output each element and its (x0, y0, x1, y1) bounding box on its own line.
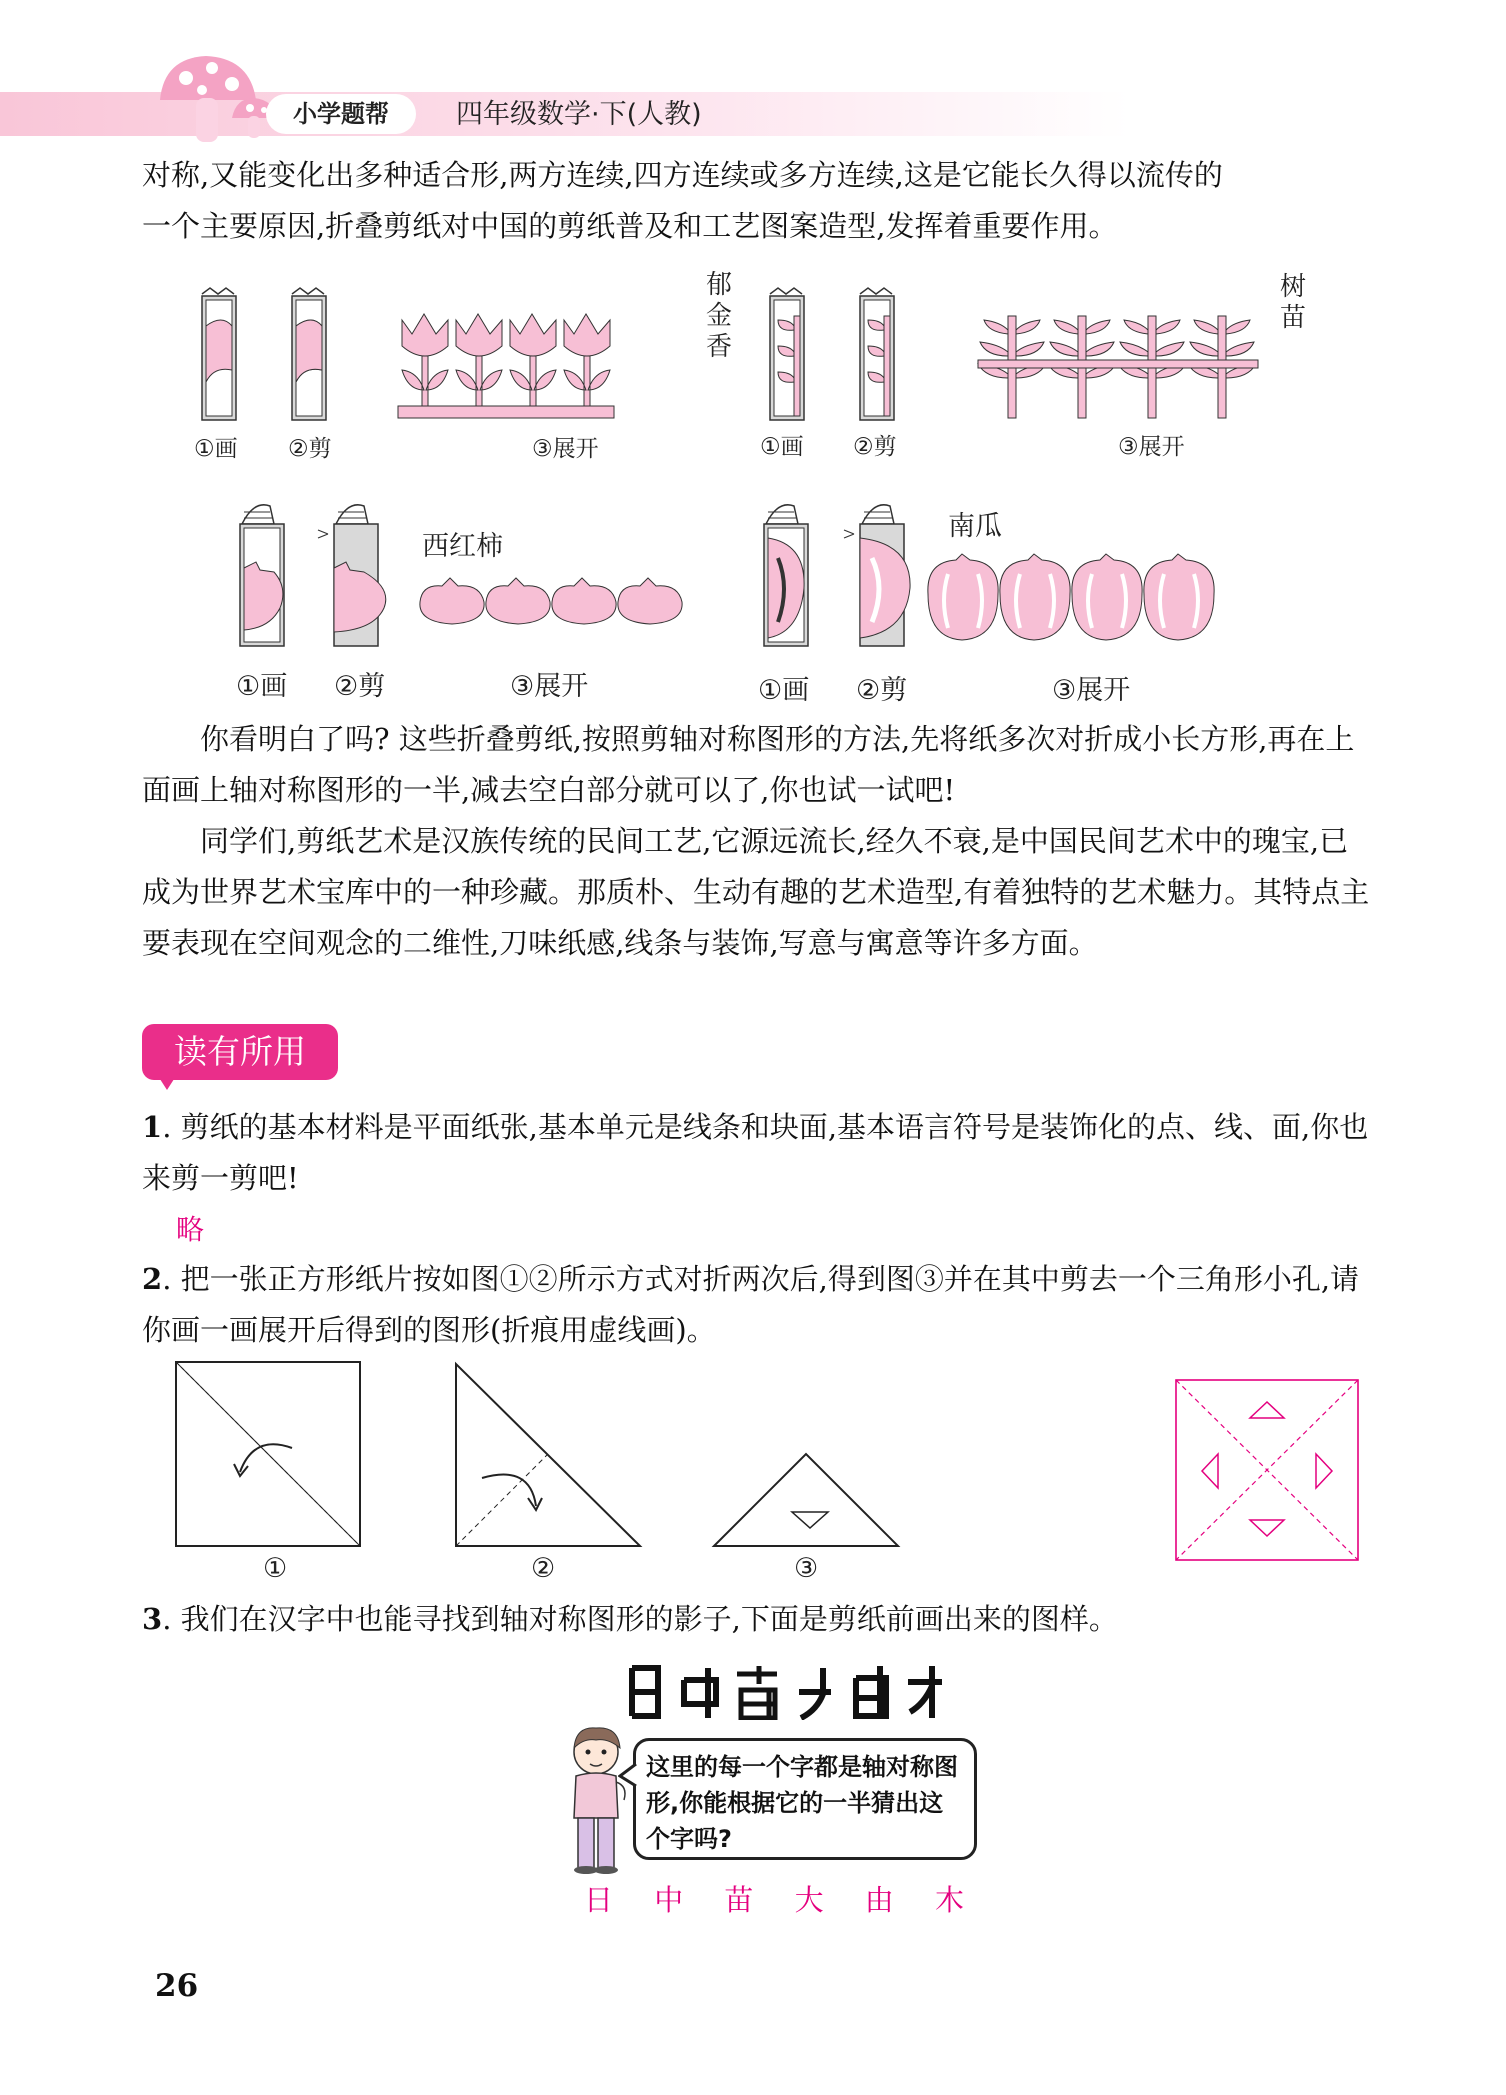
pumpkin-unfolded (928, 554, 1214, 640)
speech-bubble-tail (618, 1760, 638, 1790)
tulip-name: 郁金香 (705, 270, 732, 362)
sapling-step-unfold-label: ③展开 (1118, 434, 1185, 460)
unfolded-answer-square (1176, 1380, 1358, 1560)
pumpkin-fold-draw (764, 505, 808, 646)
tulip-unfolded (398, 314, 614, 418)
half-glyph-ri (628, 1664, 664, 1720)
intro-line-2: 一个主要原因,折叠剪纸对中国的剪纸普及和工艺图案造型,发挥着重要作用。 (142, 209, 1118, 243)
pumpkin-name: 南瓜 (948, 511, 1002, 542)
question-1-number: 1 (142, 1110, 163, 1144)
section-tag-apply: 读有所用 (142, 1024, 338, 1080)
sapling-paper-cut-figure (764, 286, 1264, 426)
question-1-text: . 剪纸的基本材料是平面纸张,基本单元是线条和块面,基本语言符号是装饰化的点、线、面,你也来剪一剪吧! (142, 1110, 1369, 1195)
sapling-name: 树苗 (1279, 272, 1306, 333)
half-glyph-mu (906, 1664, 946, 1720)
question-3-text: . 我们在汉字中也能寻找到轴对称图形的影子,下面是剪纸前画出来的图样。 (162, 1602, 1118, 1636)
half-character-glyphs (628, 1664, 946, 1724)
tulip-step-unfold-label: ③展开 (532, 436, 599, 462)
sapling-step-draw-label: ①画 (760, 434, 804, 460)
body-paragraph-1: 你看明白了吗? 这些折叠剪纸,按照剪轴对称图形的方法,先将纸多次对折成小长方形,再在上面画上轴对称图形的一半,减去空白部分就可以了,你也试一试吧! (142, 722, 1355, 807)
tomato-step-draw-label: ①画 (236, 671, 288, 702)
mushroom-icon (150, 52, 280, 148)
question-3-number: 3 (142, 1602, 163, 1636)
question-3-answers (584, 1878, 964, 1919)
tomato-paper-cut-figure (230, 498, 710, 658)
half-glyph-you (850, 1664, 890, 1720)
sapling-step-cut-label: ②剪 (853, 434, 897, 460)
fig-label-3: ③ (794, 1553, 819, 1584)
question-2-text: . 把一张正方形纸片按如图①②所示方式对折两次后,得到图③并在其中剪去一个三角形小孔,请你画一画展开后得到的图形(折痕用虚线画)。 (142, 1262, 1360, 1347)
tomato-fold-draw (240, 505, 284, 646)
tomato-unfolded (420, 578, 682, 624)
question-1 (142, 1102, 1370, 1204)
question-3 (142, 1594, 1370, 1645)
cartoon-boy-illustration (560, 1718, 636, 1876)
fold-triangle-3 (714, 1454, 898, 1546)
tulip-paper-cut-figure (196, 286, 616, 426)
answer-char-5: 由 (864, 1883, 894, 1917)
folding-diagram (170, 1356, 1370, 1586)
tulip-fold-draw (202, 288, 236, 420)
intro-line-1: 对称,又能变化出多种适合形,两方连续,四方连续或多方连续,这是它能长久得以流传的 (142, 158, 1223, 192)
fig-label-2: ② (531, 1553, 556, 1584)
question-2 (142, 1254, 1370, 1356)
tomato-name: 西红柿 (422, 531, 503, 562)
body-paragraph-2: 同学们,剪纸艺术是汉族传统的民间工艺,它源远流长,经久不衰,是中国民间艺术中的瑰宝,已成为世界艺术宝库中的一种珍藏。那质朴、生动有趣的艺术造型,有着独特的艺术魅力。其特点主要表现在空间观念的二维性,刀味纸感,线条与装饰,写意与寓意等许多方面。 (142, 824, 1370, 960)
pumpkin-step-cut-label: ②剪 (856, 675, 908, 706)
tomato-step-cut-label: ②剪 (334, 671, 386, 702)
question-2-number: 2 (142, 1262, 163, 1296)
half-glyph-da (795, 1664, 835, 1720)
tulip-step-cut-label: ②剪 (288, 436, 332, 462)
tulip-step-draw-label: ①画 (194, 436, 238, 462)
sapling-unfolded (978, 316, 1258, 418)
pumpkin-step-unfold-label: ③展开 (1052, 675, 1131, 706)
answer-char-1: 日 (584, 1883, 614, 1917)
tomato-step-unfold-label: ③展开 (510, 671, 589, 702)
fig-label-1: ① (263, 1553, 288, 1584)
question-1-answer: 略 (176, 1213, 205, 1246)
answer-char-4: 大 (794, 1883, 824, 1917)
answer-char-2: 中 (654, 1883, 684, 1917)
sapling-fold-draw (770, 288, 804, 420)
section-tag-tail (158, 1076, 176, 1090)
pumpkin-paper-cut-figure (756, 498, 1276, 658)
answer-char-3: 苗 (724, 1883, 754, 1917)
tomato-fold-cut (318, 505, 386, 646)
pumpkin-step-draw-label: ①画 (758, 675, 810, 706)
sapling-fold-cut (860, 288, 894, 420)
speech-bubble: 这里的每一个字都是轴对称图形,你能根据它的一半猜出这个字吗? (633, 1738, 977, 1860)
brand-label: 小学题帮 (266, 94, 416, 134)
book-title: 四年级数学·下(人教) (456, 99, 702, 130)
half-glyph-miao (735, 1664, 779, 1720)
answer-char-6: 木 (934, 1883, 964, 1917)
half-glyph-zhong (680, 1664, 720, 1720)
page-number: 26 (155, 1968, 199, 2004)
tulip-fold-cut (292, 288, 326, 420)
pumpkin-fold-cut (844, 505, 910, 646)
